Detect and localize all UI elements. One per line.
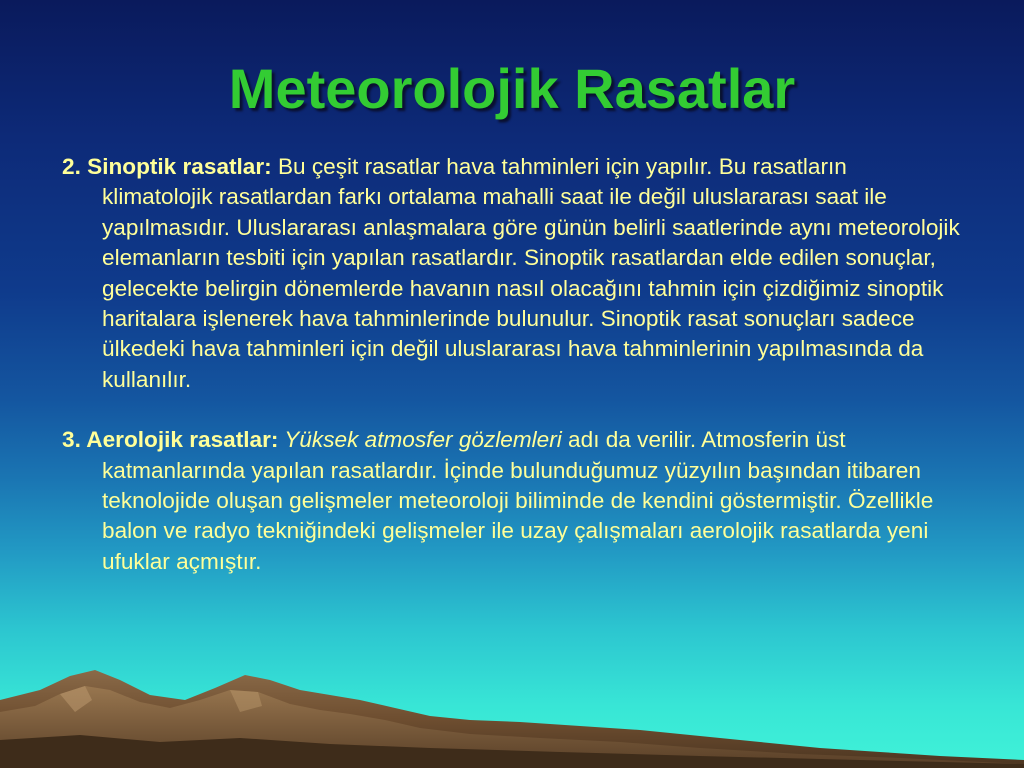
- paragraph-sinoptik: [62, 152, 962, 395]
- paragraph-lead: 3. Aerolojik rasatlar:: [62, 427, 279, 453]
- slide-title: Meteorolojik Rasatlar: [228, 57, 796, 120]
- slide-body: [62, 152, 962, 607]
- paragraph-text: adı da verilir. Atmosferin üst katmanlarında yapılan rasatlardır. İçinde bulunduğumuz yüzyılın başından itibaren teknolojide oluşan gelişmeler meteoroloji biliminde de kendini göstermiştir. Özellikle balon ve radyo tekniğindeki gelişmeler ile uzay çalışmaları aerolojik rasatlarda yeni ufuklar açmıştır.: [102, 427, 934, 574]
- paragraph-italic: Yüksek atmosfer gözlemleri: [278, 427, 562, 453]
- paragraph-lead: 2. Sinoptik rasatlar:: [62, 154, 272, 179]
- paragraph-aerolojik: [62, 425, 962, 577]
- paragraph-text: Bu çeşit rasatlar hava tahminleri için yapılır. Bu rasatların klimatolojik rasatlardan farkı ortalama mahalli saat ile değil uluslararası saat ile yapılmasıdır. Uluslararası anlaşmalara göre günün belirli saatlerinde aynı meteorolojik elemanların tesbiti için yapılan rasatlardır. Sinoptik rasatlardan elde edilen sonuçlar, gelecekte belirgin dönemlerde havanın nasıl olacağını tahmin için çizdiğimiz sinoptik haritalara işlenerek hava tahminlerinde bulunulur. Sinoptik rasat sonuçları sadece ülkedeki hava tahminleri için değil uluslararası hava tahminlerinin yapılmasında da kullanılır.: [102, 154, 960, 392]
